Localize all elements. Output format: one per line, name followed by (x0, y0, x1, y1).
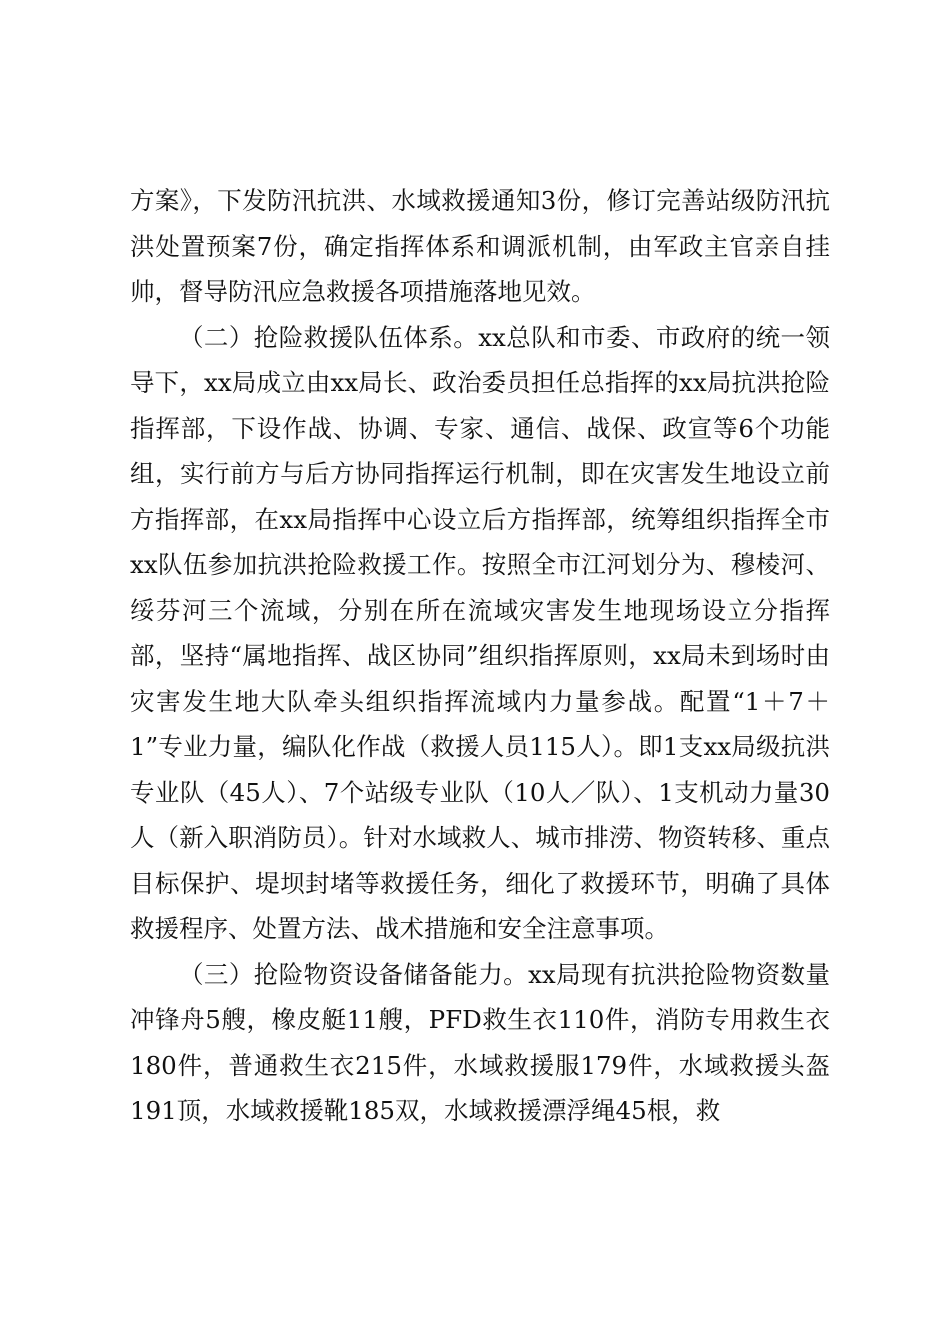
paragraph-materials-reserve: （三）抢险物资设备储备能力。xx局现有抗洪抢险物资数量冲锋舟5艘，橡皮艇11艘，PFD救生衣110件，消防专用救生衣180件，普通救生衣215件，水域救援服179件，水域救援头盔191顶，水域救援靴185双，水域救援漂浮绳45根，救 (130, 959, 830, 1125)
paragraph-continuation: 方案》，下发防汛抗洪、水域救援通知3份，修订完善站级防汛抗洪处置预案7份，确定指挥体系和调派机制，由军政主官亲自挂帅，督导防汛应急救援各项措施落地见效。 (130, 186, 830, 306)
document-body (130, 178, 830, 1134)
paragraph-rescue-team-system: （二）抢险救援队伍体系。xx总队和市委、市政府的统一领导下，xx局成立由xx局长、政治委员担任总指挥的xx局抗洪抢险指挥部，下设作战、协调、专家、通信、战保、政宣等6个功能组，实行前方与后方协同指挥运行机制，即在灾害发生地设立前方指挥部，在xx局指挥中心设立后方指挥部，统筹组织指挥全市xx队伍参加抗洪抢险救援工作。按照全市江河划分为、穆棱河、绥芬河三个流域，分别在所在流域灾害发生地现场设立分指挥部，坚持“属地指挥、战区协同”组织指挥原则，xx局未到场时由灾害发生地大队牵头组织指挥流域内力量参战。配置“1＋7＋1”专业力量，编队化作战（救援人员115人）。即1支xx局级抗洪专业队（45人）、7个站级专业队（10人／队）、1支机动力量30人（新入职消防员）。针对水域救人、城市排涝、物资转移、重点目标保护、堤坝封堵等救援任务，细化了救援环节，明确了具体救援程序、处置方法、战术措施和安全注意事项。 (130, 322, 830, 943)
